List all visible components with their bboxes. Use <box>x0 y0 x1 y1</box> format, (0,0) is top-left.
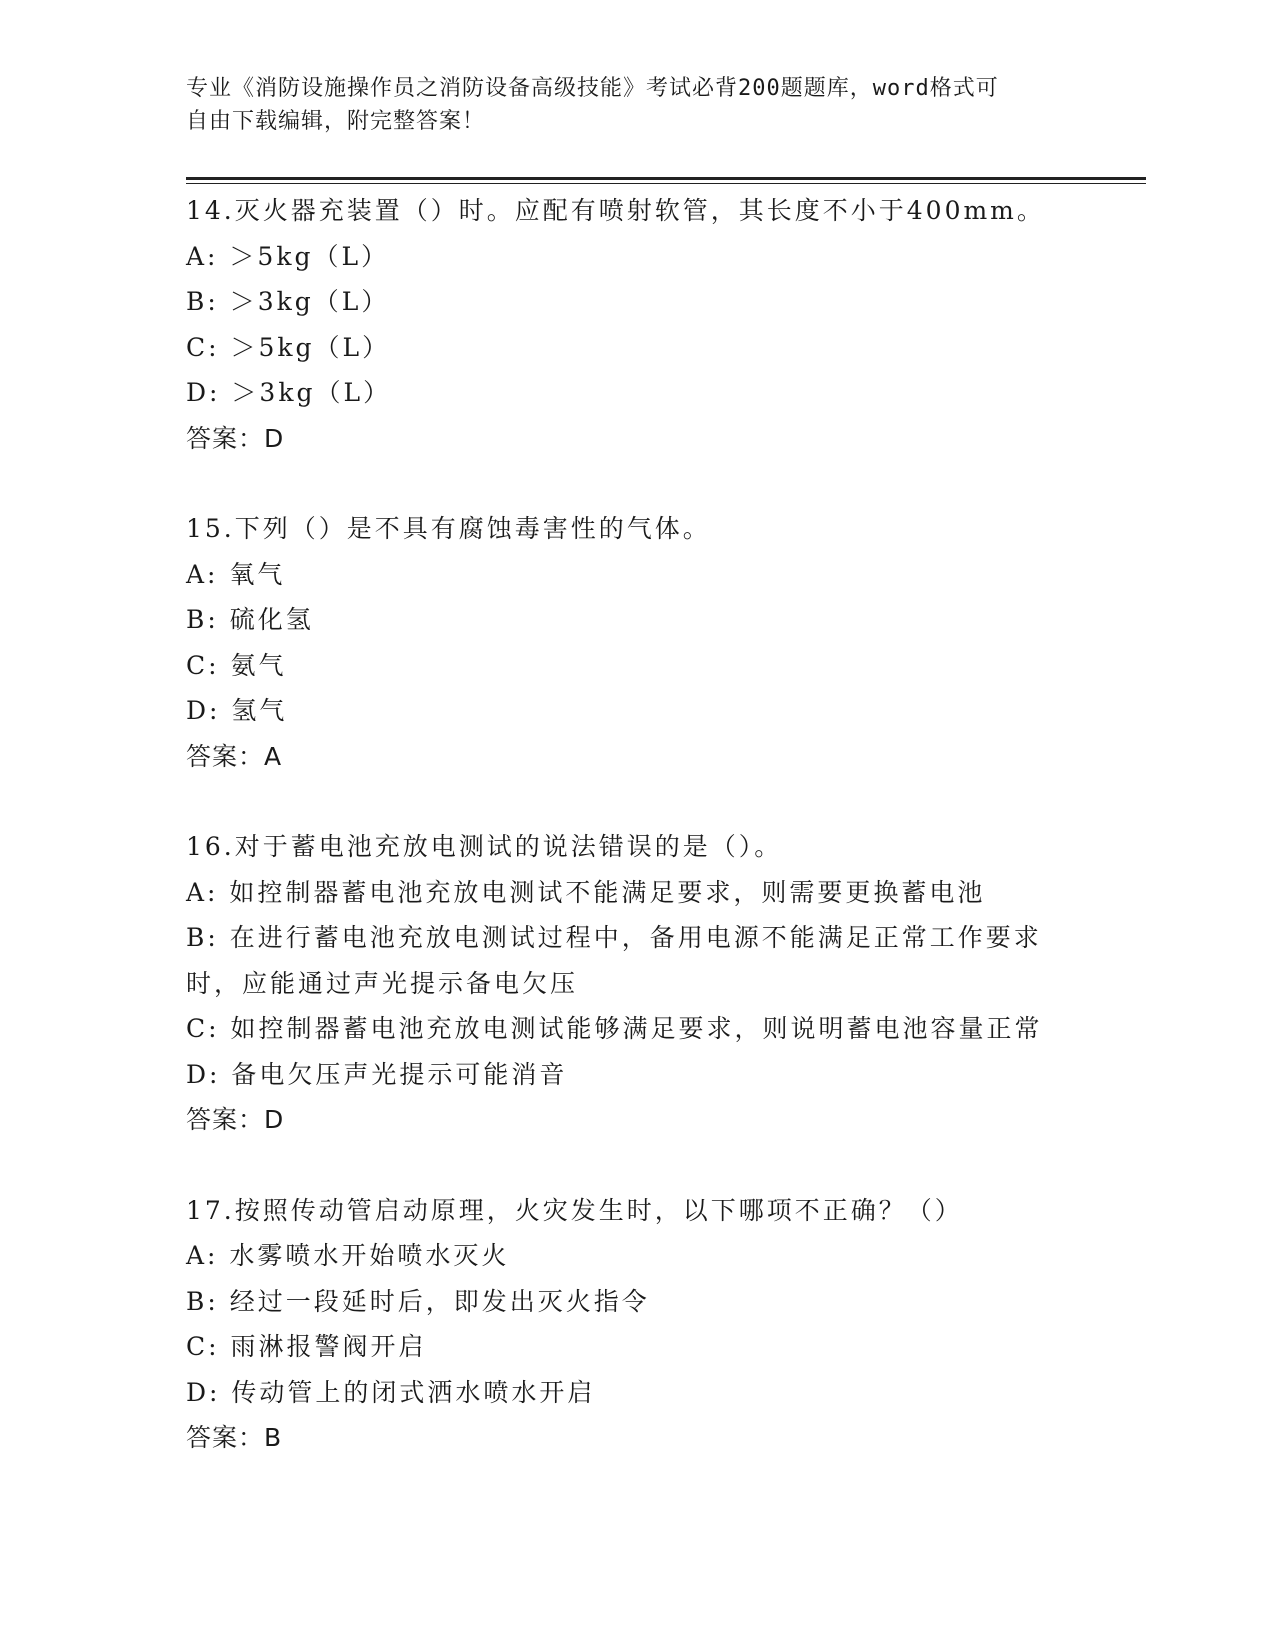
option-d: D: ＞3kg（L） <box>186 378 392 407</box>
option-b: B: 经过一段延时后，即发出灭火指令 <box>186 1286 650 1316</box>
question-stem: 15.下列（）是不具有腐蚀毒害性的气体。 <box>186 514 711 543</box>
option-b: B: 硫化氢 <box>186 605 314 634</box>
option-a: A: 水雾喷水开始喷水灭火 <box>186 1241 510 1270</box>
option-c: C: ＞5kg（L） <box>186 332 391 362</box>
option-a: A: ＞5kg（L） <box>186 241 390 271</box>
option-a: A: 如控制器蓄电池充放电测试不能满足要求，则需要更换蓄电池 <box>186 877 986 907</box>
option-d: D: 传动管上的闭式洒水喷水开启 <box>186 1377 596 1407</box>
header-title-line-1: 专业《消防设施操作员之消防设备高级技能》考试必背200题题库，word格式可 <box>186 76 999 101</box>
question-stem: 14.灭火器充装置（）时。应配有喷射软管，其长度不小于400mm。 <box>186 196 1045 225</box>
option-a: A: 氧气 <box>186 559 286 589</box>
question-stem: 17.按照传动管启动原理，火灾发生时，以下哪项不正确？（） <box>186 1195 963 1225</box>
question-stem: 16.对于蓄电池充放电测试的说法错误的是（）。 <box>186 832 783 861</box>
option-d: D: 氢气 <box>186 696 288 725</box>
option-c: C: 雨淋报警阀开启 <box>186 1332 427 1361</box>
document-header <box>186 72 1066 138</box>
header-divider-thin <box>186 183 1146 184</box>
option-c: C: 如控制器蓄电池充放电测试能够满足要求，则说明蓄电池容量正常 <box>186 1014 1043 1043</box>
question-14 <box>186 188 1086 461</box>
option-b: B: ＞3kg（L） <box>186 287 390 316</box>
header-title-line-2: 自由下载编辑，附完整答案！ <box>186 109 486 134</box>
option-d: D: 备电欠压声光提示可能消音 <box>186 1059 568 1089</box>
header-divider-thick <box>186 177 1146 180</box>
answer: 答案：D <box>186 423 285 453</box>
question-list <box>186 188 1086 1506</box>
answer: 答案：B <box>186 1423 283 1452</box>
question-15 <box>186 506 1086 779</box>
answer: 答案：D <box>186 1105 285 1134</box>
question-17 <box>186 1188 1086 1461</box>
answer: 答案：A <box>186 741 283 771</box>
option-b: B: 在进行蓄电池充放电测试过程中，备用电源不能满足正常工作要求时，应能通过声光提示备电欠压 <box>186 923 1042 998</box>
question-16 <box>186 824 1086 1143</box>
option-c: C: 氨气 <box>186 650 287 680</box>
